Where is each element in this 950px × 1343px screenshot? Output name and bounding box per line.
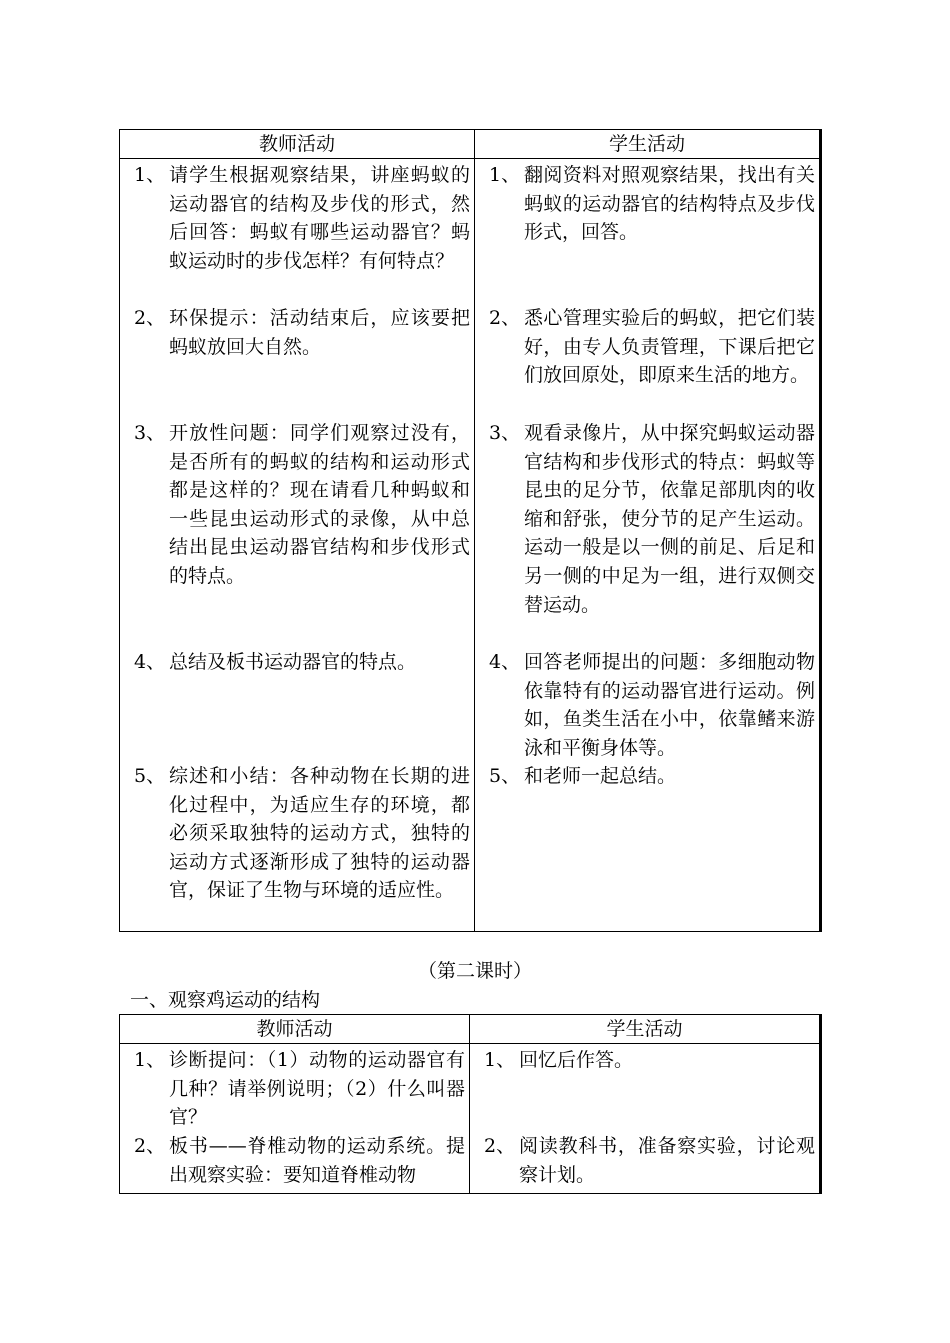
- teacher-item: [124, 762, 470, 905]
- item-text: 环保提示：活动结束后，应该要把蚂蚁放回大自然。: [169, 307, 470, 358]
- activity-table-2: [119, 1014, 822, 1194]
- student-item: [479, 419, 815, 648]
- section-heading: 一、观察鸡运动的结构: [130, 989, 321, 1011]
- student-item: [479, 762, 815, 791]
- table-header-row: [120, 130, 821, 159]
- teacher-item: [124, 1132, 465, 1189]
- item-number: 3、: [134, 422, 166, 444]
- item-number: 1、: [484, 1049, 516, 1071]
- item-number: 2、: [134, 307, 166, 329]
- item-text: 观看录像片，从中探究蚂蚁运动器官结构和步伐形式的特点：蚂蚁等昆虫的足分节，依靠足部肌肉的收缩和舒张，使分节的足产生运动。运动一般是以一侧的前足、后足和另一侧的中足为一组，进行双侧交替运动。: [524, 422, 815, 616]
- student-activity-header: 学生活动: [470, 1015, 821, 1044]
- teacher-item: [124, 1046, 465, 1132]
- activity-table-1: [119, 129, 822, 932]
- item-text: 悉心管理实验后的蚂蚁，把它们装好，由专人负责管理，下课后把它们放回原处，即原来生活的地方。: [524, 307, 815, 387]
- item-text: 阅读教科书，准备察实验，讨论观察计划。: [519, 1135, 815, 1186]
- teacher-item: [124, 419, 470, 648]
- student-item: [479, 648, 815, 762]
- item-text: 开放性问题：同学们观察过没有，是否所有的蚂蚁的结构和运动形式都是这样的？现在请看几种蚂蚁和一些昆虫运动形式的录像，从中总结出昆虫运动器官结构和步伐形式的特点。: [169, 422, 470, 587]
- item-text: 请学生根据观察结果，讲座蚂蚁的运动器官的结构及步伐的形式，然后回答：蚂蚁有哪些运动器官？蚂蚁运动时的步伐怎样？有何特点？: [169, 164, 470, 272]
- item-number: 4、: [134, 651, 166, 673]
- table-body-row: [120, 159, 821, 932]
- item-number: 1、: [489, 164, 521, 186]
- teacher-activity-header: 教师活动: [120, 130, 475, 159]
- student-item: [474, 1132, 815, 1189]
- table-header-row: [120, 1015, 821, 1044]
- teacher-item: [124, 304, 470, 419]
- item-text: 回答老师提出的问题：多细胞动物依靠特有的运动器官进行运动。例如，鱼类生活在小中，依靠鳍来游泳和平衡身体等。: [524, 651, 815, 759]
- item-number: 3、: [489, 422, 521, 444]
- item-text: 板书——脊椎动物的运动系统。提出观察实验：要知道脊椎动物: [169, 1135, 465, 1186]
- item-text: 综述和小结：各种动物在长期的进化过程中，为适应生存的环境，都必须采取独特的运动方式，独特的运动方式逐渐形成了独特的运动器官，保证了生物与环境的适应性。: [169, 765, 470, 902]
- teacher-activity-header: 教师活动: [120, 1015, 470, 1044]
- session-title: （第二课时）: [417, 960, 532, 982]
- teacher-activity-cell: [120, 1044, 470, 1194]
- item-number: 2、: [484, 1135, 516, 1157]
- item-text: 翻阅资料对照观察结果，找出有关蚂蚁的运动器官的结构特点及步伐形式，回答。: [524, 164, 815, 244]
- teacher-item: [124, 161, 470, 304]
- item-number: 1、: [134, 164, 166, 186]
- student-activity-cell: [475, 159, 821, 932]
- item-number: 5、: [489, 765, 521, 787]
- item-number: 2、: [134, 1135, 166, 1157]
- item-number: 4、: [489, 651, 521, 673]
- item-number: 2、: [489, 307, 521, 329]
- item-text: 回忆后作答。: [519, 1049, 634, 1071]
- student-activity-header: 学生活动: [475, 130, 821, 159]
- item-number: 1、: [134, 1049, 166, 1071]
- item-text: 和老师一起总结。: [524, 765, 677, 787]
- table-body-row: [120, 1044, 821, 1194]
- item-text: 诊断提问：（1）动物的运动器官有几种？请举例说明；（2）什么叫器官？: [169, 1049, 465, 1129]
- student-activity-cell: [470, 1044, 821, 1194]
- item-number: 5、: [134, 765, 166, 787]
- item-text: 总结及板书运动器官的特点。: [169, 651, 417, 673]
- student-item: [479, 304, 815, 419]
- student-item: [479, 161, 815, 304]
- teacher-item: [124, 648, 470, 762]
- teacher-activity-cell: [120, 159, 475, 932]
- student-item: [474, 1046, 815, 1132]
